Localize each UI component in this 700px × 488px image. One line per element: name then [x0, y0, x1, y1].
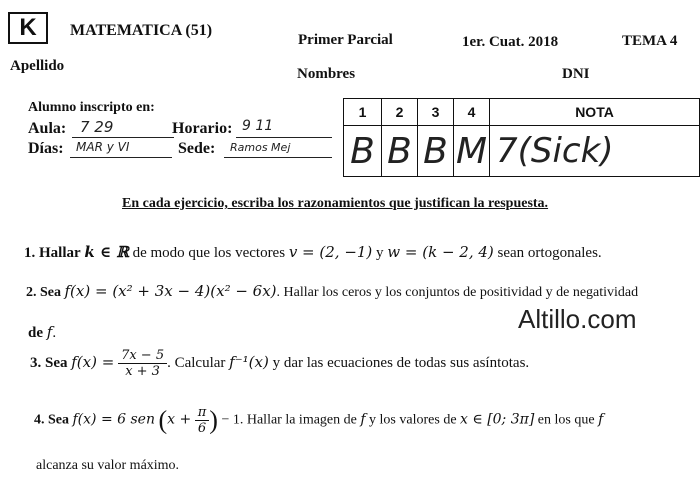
- exercise-text: alcanza su valor máximo.: [36, 458, 180, 473]
- exercise-text: y dar las ecuaciones de todas sus asíntotas.: [272, 354, 530, 371]
- dias-value: MAR y VI: [76, 140, 130, 154]
- horario-label: Horario:: [172, 120, 233, 137]
- tema-letter-box: K: [8, 12, 48, 44]
- exercise-text: y los valores de: [369, 412, 457, 428]
- grade-2: B: [382, 126, 418, 177]
- exam-title: Primer Parcial: [298, 32, 393, 48]
- aula-label: Aula:: [28, 120, 67, 137]
- exercise-2: [26, 282, 638, 301]
- subject-title: MATEMATICA (51): [70, 22, 213, 39]
- exercise-text: Sea: [45, 354, 68, 371]
- exercise-math: k ∈ ℝ: [84, 243, 129, 261]
- watermark: Altillo.com: [518, 304, 637, 334]
- exercise-math: w = (k − 2, 4): [387, 243, 494, 261]
- exercise-4-continued: [36, 458, 179, 474]
- exercise-math: f: [598, 411, 604, 428]
- grade-4: M: [454, 126, 490, 177]
- exercise-text: Sea: [40, 285, 61, 300]
- aula-value: 7 29: [80, 118, 114, 136]
- apellido-label: Apellido: [10, 58, 65, 74]
- exercise-text: . Hallar los ceros y los conjuntos de positividad y de negatividad: [276, 285, 639, 300]
- exercise-text: y: [376, 245, 384, 261]
- exercise-math: f(x) = 6 sen: [72, 411, 155, 428]
- exercise-number: 2.: [26, 285, 37, 300]
- exercise-math: v = (2, −1): [288, 243, 373, 261]
- grade-col-4: 4: [454, 99, 490, 126]
- dias-label: Días:: [28, 140, 64, 157]
- exercise-text: de modo que los vectores: [132, 245, 286, 261]
- grades-table: [343, 98, 700, 177]
- horario-value: 9 11: [242, 118, 274, 134]
- exercise-text: Sea: [48, 412, 69, 428]
- grade-nota: 7(Sick): [490, 126, 700, 177]
- exercise-math: f: [360, 411, 366, 428]
- exercise-text: sean ortogonales.: [497, 245, 602, 261]
- dni-label: DNI: [562, 66, 590, 82]
- exercise-text: de: [28, 325, 43, 341]
- instruction: En cada ejercicio, escriba los razonamientos que justifican la respuesta.: [122, 196, 549, 211]
- tema-label: TEMA 4: [622, 33, 678, 49]
- term-label: 1er. Cuat. 2018: [462, 34, 559, 50]
- exercise-1: [24, 243, 602, 262]
- nombres-label: Nombres: [297, 66, 356, 82]
- exercise-number: 1.: [24, 245, 36, 261]
- fraction: $\frac{\pi}{6}$: [195, 405, 210, 436]
- exercise-number: 3.: [30, 354, 42, 371]
- exercise-math: x ∈ [0; 3π]: [460, 411, 535, 428]
- grade-col-2: 2: [382, 99, 418, 126]
- exercise-text: en los que: [537, 412, 595, 428]
- exercise-4: 4. Sea f(x) = 6 sen (x + $\frac{\pi}{6}$ ) − 1. Hallar la imagen de f y los valores de x ∈ [0; 3π] en los que f: [34, 405, 604, 436]
- sede-value: Ramos Mej: [230, 141, 291, 154]
- exercise-number: 4.: [34, 412, 45, 428]
- sede-label: Sede:: [178, 140, 216, 157]
- exercise-math: f(x) = (x² + 3x − 4)(x² − 6x): [64, 282, 277, 300]
- exercise-2-continued: [28, 323, 56, 342]
- exercise-math: f: [46, 323, 53, 341]
- exercise-math: f⁻¹(x): [229, 352, 269, 371]
- exercise-text: − 1. Hallar la imagen de: [221, 412, 357, 428]
- student-box: [10, 100, 336, 162]
- grade-1: B: [344, 126, 382, 177]
- exercise-text: . Calcular: [167, 354, 226, 371]
- exercise-math: f(x) =: [71, 352, 115, 371]
- grade-3: B: [418, 126, 454, 177]
- exercise-text: .: [52, 325, 57, 341]
- grade-col-1: 1: [344, 99, 382, 126]
- fraction: $\frac{7x - 5}{x + 3}$: [118, 348, 167, 379]
- grade-col-nota: NOTA: [490, 99, 700, 126]
- exercise-math: x +: [167, 411, 192, 428]
- exercise-text: Hallar: [39, 245, 81, 261]
- exercise-3: [30, 348, 529, 379]
- student-box-title: Alumno inscripto en:: [28, 100, 155, 115]
- grade-col-3: 3: [418, 99, 454, 126]
